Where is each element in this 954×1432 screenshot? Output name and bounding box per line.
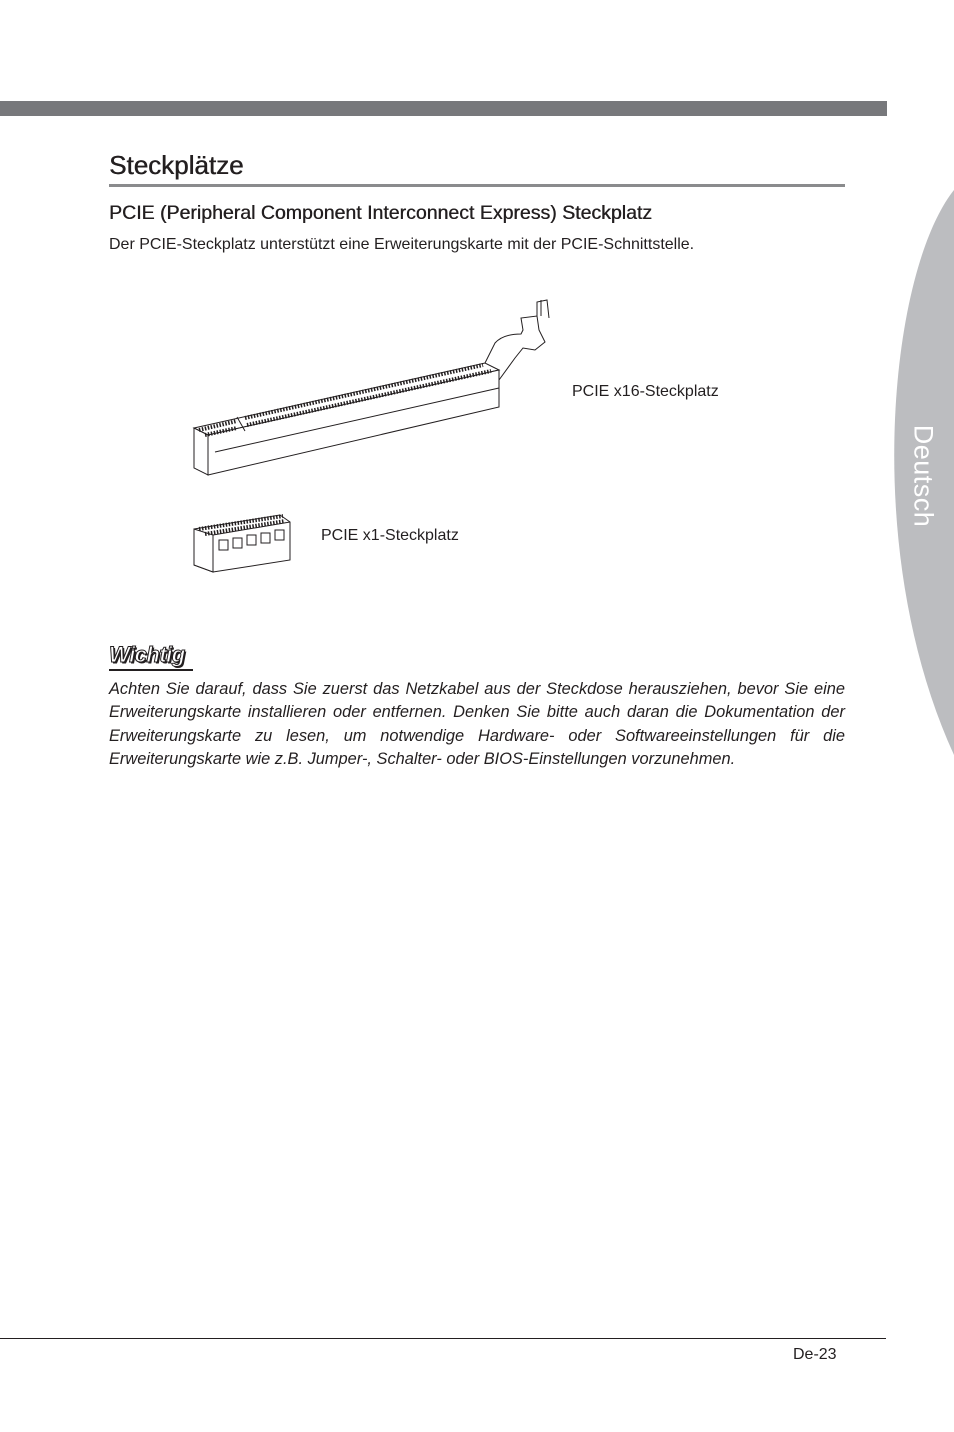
section-title: Steckplätze: [109, 150, 244, 180]
important-underline: [109, 669, 193, 671]
pcie-x1-label: PCIE x1-Steckplatz: [321, 527, 459, 544]
section-subtitle: PCIE (Peripheral Component Interconnect Express) Steckplatz: [109, 202, 653, 224]
page-number: De-23: [793, 1346, 837, 1363]
important-text: Achten Sie darauf, dass Sie zuerst das Netzkabel aus der Steckdose herausziehen, bevor Sie eine Erweiterungskarte installieren oder entfernen. Denken Sie bitte auch daran die Dokumentation der Erweiterungskarte zu lesen, um notwendige Hardware- oder Softwareeinstellungen für die Erweiterungskarte wie z.B. Jumper-, Schalter- oder BIOS-Einstellungen vorzunehmen.: [109, 680, 845, 769]
pcie-x16-slot-illustration: [194, 300, 549, 475]
footer-rule: [0, 1338, 886, 1339]
pcie-slot-diagram: [185, 290, 565, 590]
pcie-x16-label: PCIE x16-Steckplatz: [572, 383, 719, 400]
header-bar: [0, 101, 887, 116]
intro-text: Der PCIE-Steckplatz unterstützt eine Erweiterungskarte mit der PCIE-Schnittstelle.: [109, 236, 695, 253]
side-tab-label: Deutsch: [908, 424, 939, 528]
title-rule: [109, 184, 845, 187]
important-heading: Wichtig: [109, 642, 185, 667]
pcie-x1-slot-illustration: [194, 515, 290, 572]
